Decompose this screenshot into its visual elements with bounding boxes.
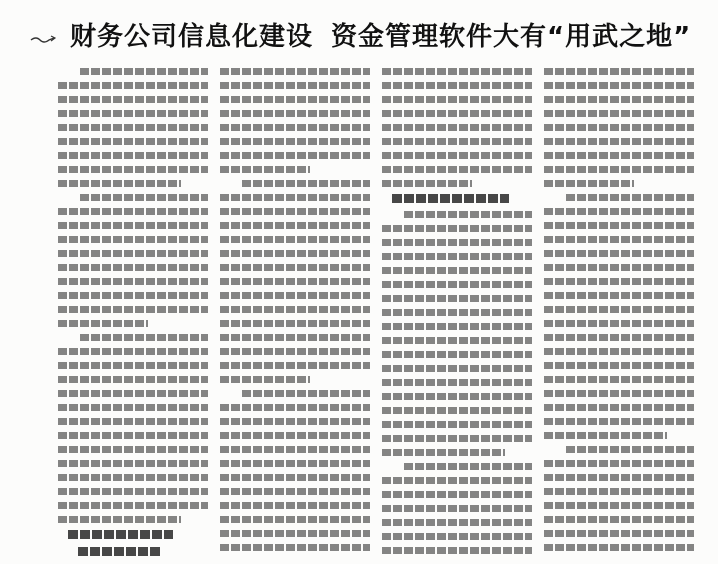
hand-drawn-arrow-icon xyxy=(30,34,56,44)
paragraph xyxy=(382,68,532,187)
paragraph xyxy=(220,180,370,383)
article-header xyxy=(0,0,718,60)
section-subheading xyxy=(68,530,173,539)
body-column-2 xyxy=(220,68,370,558)
body-column-1 xyxy=(58,68,208,558)
paragraph xyxy=(220,390,370,558)
headline-part-2: 资金管理软件大有“用武之地” xyxy=(331,22,692,52)
paragraph xyxy=(544,68,694,187)
headline xyxy=(70,20,710,54)
body-column-3 xyxy=(382,68,532,558)
headline-part-1: 财务公司信息化建设 xyxy=(70,22,314,52)
section-subheading xyxy=(392,194,509,203)
paragraph xyxy=(220,68,370,173)
paragraph xyxy=(382,463,532,558)
paragraph xyxy=(544,446,694,551)
paragraph xyxy=(382,211,532,456)
paragraph xyxy=(544,194,694,439)
section-subheading xyxy=(78,547,161,556)
paragraph xyxy=(58,194,208,327)
paragraph xyxy=(58,68,208,187)
article-body xyxy=(58,68,708,558)
paragraph xyxy=(58,334,208,523)
body-column-4 xyxy=(544,68,694,558)
